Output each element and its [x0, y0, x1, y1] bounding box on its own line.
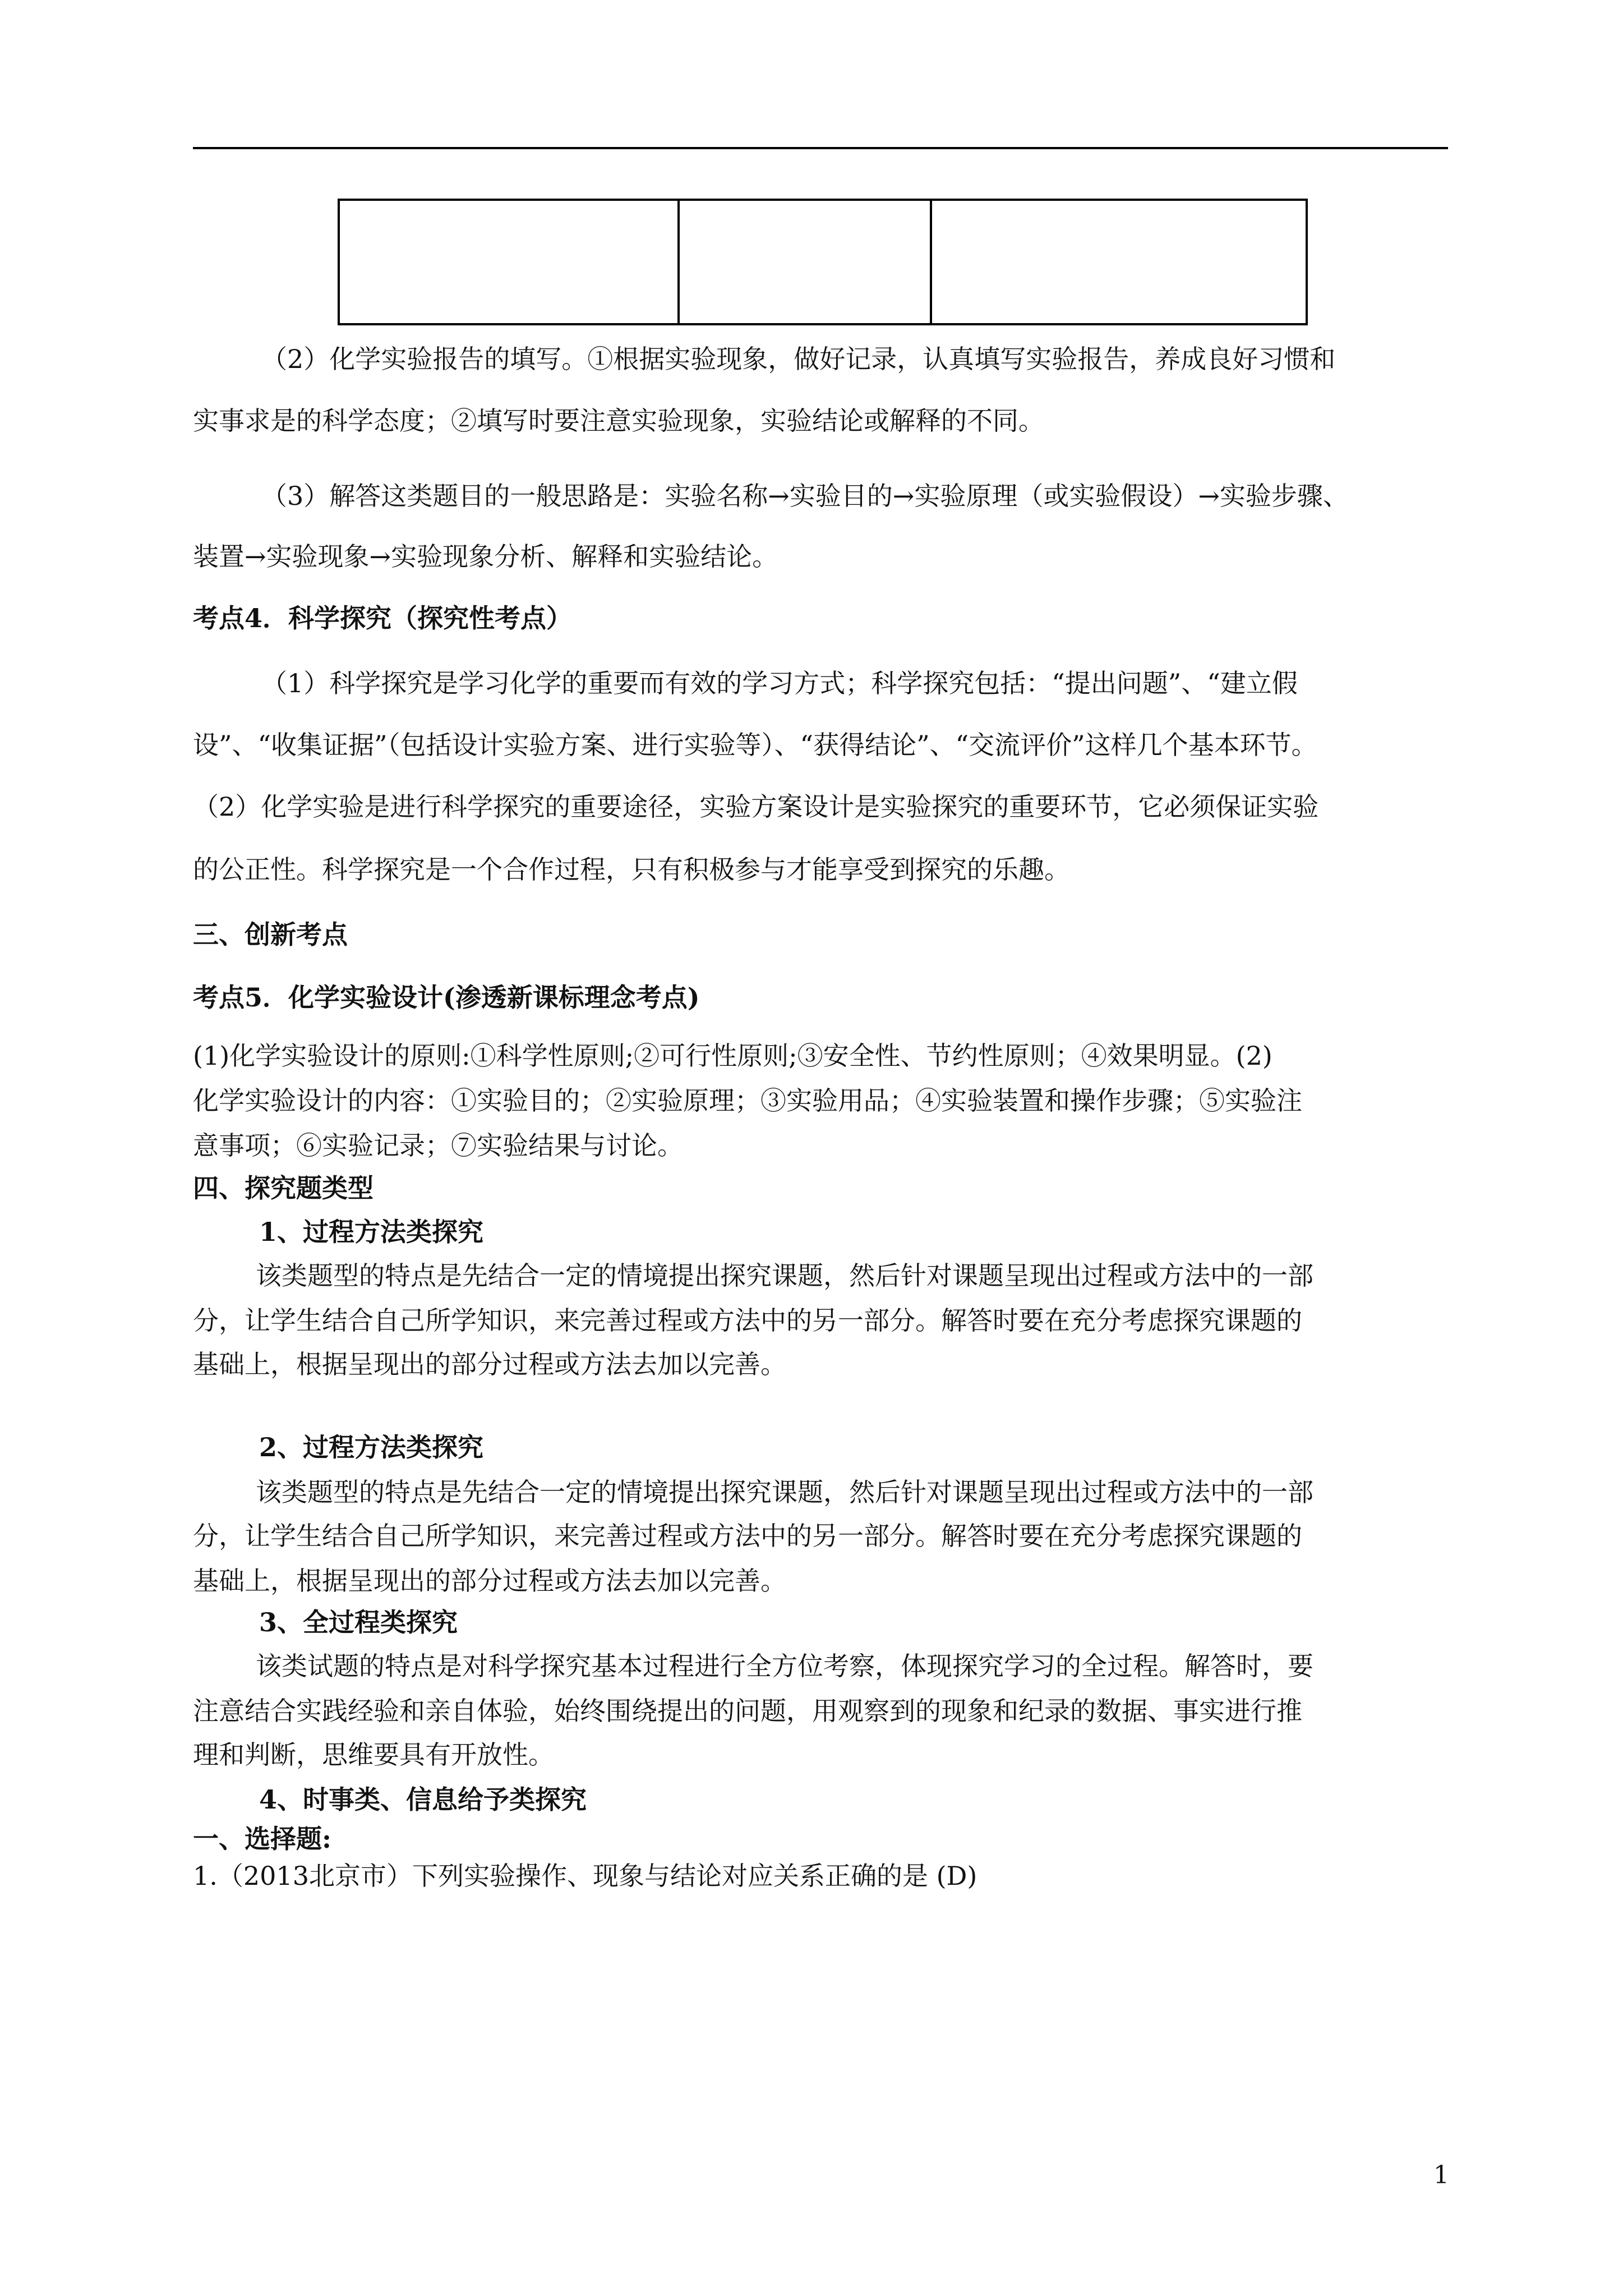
- subsection-heading: 4、时事类、信息给予类探究: [259, 1784, 587, 1815]
- paragraph-line: (1)化学实验设计的原则:①科学性原则;②可行性原则;③安全性、节约性原则；④效果明显。(2): [193, 1041, 1272, 1071]
- table-cell: [339, 200, 679, 324]
- table-row: [339, 200, 1307, 324]
- paragraph-line: 实事求是的科学态度；②填写时要注意实验现象，实验结论或解释的不同。: [193, 406, 1044, 436]
- paragraph-line: 基础上，根据呈现出的部分过程或方法去加以完善。: [193, 1566, 786, 1596]
- paragraph-line: （1）科学探究是学习化学的重要而有效的学习方式；科学探究包括：“提出问题”、“建立假: [261, 668, 1298, 698]
- subsection-heading: 1、过程方法类探究: [259, 1217, 484, 1247]
- paragraph-line: 装置→实验现象→实验现象分析、解释和实验结论。: [193, 541, 778, 572]
- table-cell: [931, 200, 1307, 324]
- paragraph-line: 该类试题的特点是对科学探究基本过程进行全方位考察，体现探究学习的全过程。解答时，要: [256, 1651, 1313, 1681]
- paragraph-line: 基础上，根据呈现出的部分过程或方法去加以完善。: [193, 1349, 786, 1379]
- paragraph-line: 该类题型的特点是先结合一定的情境提出探究课题，然后针对课题呈现出过程或方法中的一部: [256, 1477, 1313, 1507]
- paragraph-line: 设”、“收集证据”（包括设计实验方案、进行实验等）、“获得结论”、“交流评价”这样几个基本环节。: [193, 730, 1317, 760]
- paragraph-line: （3）解答这类题目的一般思路是：实验名称→实验目的→实验原理（或实验假设）→实验步骤、: [261, 481, 1349, 511]
- section-heading: 一、选择题:: [193, 1824, 331, 1854]
- paragraph-line: 理和判断，思维要具有开放性。: [193, 1740, 554, 1770]
- paragraph-line: 化学实验设计的内容：①实验目的；②实验原理；③实验用品；④实验装置和操作步骤；⑤实验注: [193, 1085, 1302, 1116]
- paragraph-line: （2）化学实验报告的填写。①根据实验现象，做好记录，认真填写实验报告，养成良好习惯和: [261, 344, 1336, 374]
- paragraph-line: 的公正性。科学探究是一个合作过程，只有积极参与才能享受到探究的乐趣。: [193, 854, 1070, 885]
- header-rule: [193, 147, 1448, 149]
- paragraph-line: 注意结合实践经验和亲自体验，始终围绕提出的问题，用观察到的现象和纪录的数据、事实进行推: [193, 1696, 1302, 1726]
- paragraph-line: 该类题型的特点是先结合一定的情境提出探究课题，然后针对课题呈现出过程或方法中的一部: [256, 1260, 1313, 1291]
- paragraph-line: 意事项；⑥实验记录；⑦实验结果与讨论。: [193, 1130, 683, 1161]
- paragraph-line: 分，让学生结合自己所学知识，来完善过程或方法中的另一部分。解答时要在充分考虑探究课题的: [193, 1305, 1302, 1336]
- empty-table: [338, 199, 1308, 325]
- paragraph-line: （2）化学实验是进行科学探究的重要途径，实验方案设计是实验探究的重要环节，它必须保证实验: [193, 792, 1319, 822]
- subsection-heading: 2、过程方法类探究: [259, 1432, 484, 1462]
- section-heading: 考点4．科学探究（探究性考点）: [193, 603, 573, 633]
- paragraph-line: 分，让学生结合自己所学知识，来完善过程或方法中的另一部分。解答时要在充分考虑探究课题的: [193, 1521, 1302, 1551]
- section-heading: 三、创新考点: [193, 919, 348, 950]
- subsection-heading: 3、全过程类探究: [259, 1607, 458, 1637]
- page-number: 1: [1433, 2161, 1449, 2189]
- section-heading: 四、探究题类型: [193, 1173, 374, 1203]
- question-line: 1.（2013北京市）下列实验操作、现象与结论对应关系正确的是 (D): [193, 1861, 978, 1891]
- section-heading: 考点5．化学实验设计(渗透新课标理念考点): [193, 982, 700, 1013]
- table-cell: [679, 200, 931, 324]
